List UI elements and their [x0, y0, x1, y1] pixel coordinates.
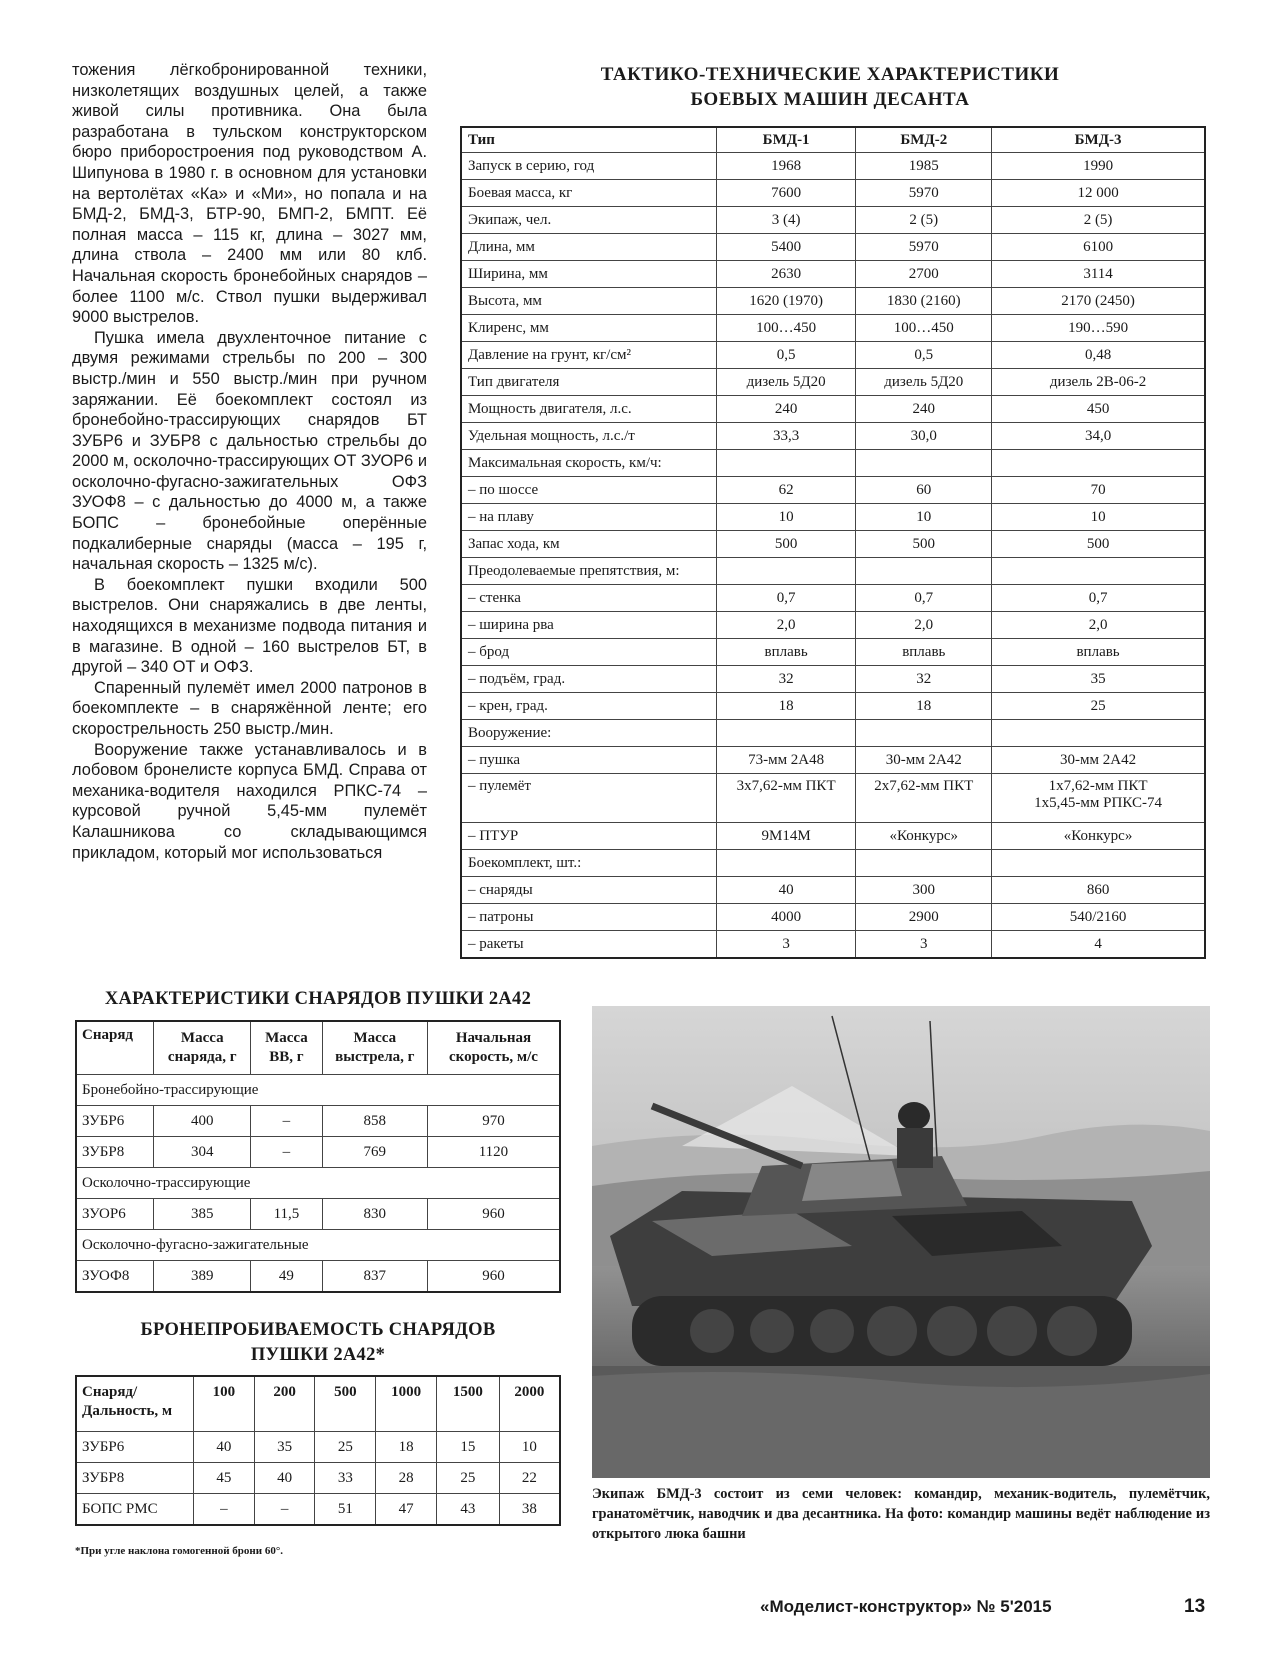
table-cell: 28	[376, 1463, 437, 1494]
table-cell	[856, 558, 992, 585]
bmd3-illustration	[592, 1006, 1210, 1478]
table-cell: 12 000	[992, 180, 1205, 207]
table-cell: 60	[856, 477, 992, 504]
table-row	[461, 850, 1205, 877]
table-cell: 100…450	[856, 315, 992, 342]
table-cell: 1620 (1970)	[716, 288, 856, 315]
table-row	[461, 450, 1205, 477]
table-cell: 40	[193, 1432, 254, 1463]
table-row	[461, 720, 1205, 747]
table-cell: 100…450	[716, 315, 856, 342]
table-cell: 500	[716, 531, 856, 558]
table-row	[76, 1432, 560, 1463]
table-cell: 33	[315, 1463, 376, 1494]
paragraph: Спаренный пулемёт имел 2000 патронов в боекомплекте – в снаряжённой ленте; его скорострельность 250 выстр./мин.	[72, 678, 427, 738]
table-cell	[856, 720, 992, 747]
page-number: 13	[1184, 1596, 1206, 1617]
table-cell	[992, 850, 1205, 877]
table-cell: 5400	[716, 234, 856, 261]
table-row	[461, 180, 1205, 207]
table-cell: 35	[992, 666, 1205, 693]
table-row	[76, 1463, 560, 1494]
table-cell: «Конкурс»	[856, 823, 992, 850]
journal-title: «Моделист-конструктор» № 5'2015	[760, 1597, 1052, 1616]
table-cell: Тип двигателя	[461, 369, 716, 396]
table-cell: 7600	[716, 180, 856, 207]
header-cell: БМД-1	[716, 127, 856, 153]
table-cell: – ПТУР	[461, 823, 716, 850]
table-cell: 2,0	[716, 612, 856, 639]
table-row	[461, 904, 1205, 931]
table-row	[461, 342, 1205, 369]
table-cell: Максимальная скорость, км/ч:	[461, 450, 716, 477]
table-cell: 62	[716, 477, 856, 504]
table-cell: 2,0	[992, 612, 1205, 639]
table-row	[461, 477, 1205, 504]
table-cell: 1968	[716, 153, 856, 180]
shells-title: ХАРАКТЕРИСТИКИ СНАРЯДОВ ПУШКИ 2А42	[104, 989, 532, 1009]
table-cell: 450	[992, 396, 1205, 423]
ttx-table	[460, 126, 1206, 959]
table-cell: – подъём, град.	[461, 666, 716, 693]
table-cell: вплавь	[992, 639, 1205, 666]
header-cell: БМД-3	[992, 127, 1205, 153]
table-row	[461, 693, 1205, 720]
table-cell	[992, 450, 1205, 477]
table-cell: 190…590	[992, 315, 1205, 342]
header-cell: БМД-2	[856, 127, 992, 153]
table-cell	[716, 450, 856, 477]
table-cell: 2 (5)	[856, 207, 992, 234]
ttx-title: ТАКТИКО-ТЕХНИЧЕСКИЕ ХАРАКТЕРИСТИКИ БОЕВЫХ МАШИН ДЕСАНТА	[600, 64, 1060, 110]
table-row: ЗУОР6 385 11,5 830 960	[76, 1199, 560, 1230]
table-cell: 30,0	[856, 423, 992, 450]
table-cell: 32	[716, 666, 856, 693]
table-cell: Вооружение:	[461, 720, 716, 747]
table-cell: 1985	[856, 153, 992, 180]
paragraph: Пушка имела двухленточное питание с двумя режимами стрельбы по 200 – 300 выстр./мин и 550 выстр./мин при ручном заряжании. Её боекомплект состоял из бронебойно-трассирующих снарядов БТ ЗУБР6 и ЗУБР8 с дальностью стрельбы до 2000 м, осколочно-трассирующих ОТ ЗУОР6 и осколочно-фугасно-зажигательных ОФЗ ЗУОФ8 – с дальностью до 4000 м, а также БОПС – бронебойные оперённые подкалиберные снаряды (масса – 195 г, начальная скорость – 1325 м/с).	[72, 328, 427, 574]
table-cell: 32	[856, 666, 992, 693]
table-row	[461, 288, 1205, 315]
table-group-row: Осколочно-трассирующие	[76, 1168, 560, 1199]
bmd3-photo	[592, 1006, 1210, 1478]
table-row	[461, 877, 1205, 904]
table-cell: Боевая масса, кг	[461, 180, 716, 207]
table-row: ЗУБР6 400 – 858 970	[76, 1106, 560, 1137]
table-cell: 51	[315, 1494, 376, 1526]
table-row	[461, 153, 1205, 180]
table-row	[461, 558, 1205, 585]
table-cell: 240	[856, 396, 992, 423]
table-cell: 2900	[856, 904, 992, 931]
table-row	[461, 396, 1205, 423]
table-cell: 4000	[716, 904, 856, 931]
table-cell: 2630	[716, 261, 856, 288]
table-row	[461, 639, 1205, 666]
ttx-body	[461, 153, 1205, 774]
table-cell: 10	[716, 504, 856, 531]
table-cell: – пушка	[461, 747, 716, 774]
ttx-body	[461, 823, 1205, 959]
table-cell: 0,5	[856, 342, 992, 369]
table-row	[76, 1494, 560, 1526]
table-row	[461, 612, 1205, 639]
table-group-row: Бронебойно-трассирующие	[76, 1075, 560, 1106]
table-cell	[716, 558, 856, 585]
table-cell	[992, 558, 1205, 585]
table-cell: Запуск в серию, год	[461, 153, 716, 180]
table-cell	[992, 720, 1205, 747]
table-cell: вплавь	[716, 639, 856, 666]
table-header-row: Снаряд/ Дальность, м 100 200 500 1000 1500 2000	[76, 1376, 560, 1432]
ttx-mg-row	[461, 774, 1205, 823]
table-cell: 2 (5)	[992, 207, 1205, 234]
table-cell: 25	[992, 693, 1205, 720]
table-cell: Давление на грунт, кг/см²	[461, 342, 716, 369]
paragraph: В боекомплект пушки входили 500 выстрелов. Они снаряжались в две ленты, находящихся в механизме подвода питания и в магазине. В одной – 160 выстрелов БТ, в другой – 340 ОТ и ОФЗ.	[72, 575, 427, 677]
table-row	[461, 315, 1205, 342]
table-cell: 3114	[992, 261, 1205, 288]
table-row	[461, 747, 1205, 774]
table-cell: 500	[992, 531, 1205, 558]
paragraph: Вооружение также устанавливалось и в лобовом бронелисте корпуса БМД. Справа от механика-водителя находился РПКС-74 – курсовой ручной 5,45-мм пулемёт Калашникова со складывающимся прикладом, который мог использоваться	[72, 740, 427, 862]
table-row	[461, 585, 1205, 612]
table-row	[461, 931, 1205, 959]
table-cell	[856, 450, 992, 477]
table-cell: 34,0	[992, 423, 1205, 450]
table-cell: 0,7	[716, 585, 856, 612]
table-cell: вплавь	[856, 639, 992, 666]
table-cell: 0,7	[856, 585, 992, 612]
table-cell: 6100	[992, 234, 1205, 261]
table-cell: 15	[436, 1432, 499, 1463]
table-cell: ЗУБР6	[76, 1432, 193, 1463]
table-cell: Мощность двигателя, л.с.	[461, 396, 716, 423]
table-cell: 38	[499, 1494, 560, 1526]
table-row	[461, 666, 1205, 693]
table-cell: 0,48	[992, 342, 1205, 369]
table-cell: 22	[499, 1463, 560, 1494]
table-cell: – ракеты	[461, 931, 716, 959]
penetration-table	[75, 1375, 561, 1526]
table-cell: 540/2160	[992, 904, 1205, 931]
table-cell: 3	[856, 931, 992, 959]
table-cell: – брод	[461, 639, 716, 666]
table-cell: 25	[436, 1463, 499, 1494]
table-cell: 47	[376, 1494, 437, 1526]
table-cell: Удельная мощность, л.с./т	[461, 423, 716, 450]
table-cell: 3 (4)	[716, 207, 856, 234]
table-cell: 35	[254, 1432, 315, 1463]
table-cell: 18	[376, 1432, 437, 1463]
table-cell: – патроны	[461, 904, 716, 931]
table-cell: 240	[716, 396, 856, 423]
table-cell	[716, 720, 856, 747]
table-cell: 1990	[992, 153, 1205, 180]
table-cell: 18	[856, 693, 992, 720]
table-cell: – ширина рва	[461, 612, 716, 639]
table-cell: 2,0	[856, 612, 992, 639]
table-row	[461, 261, 1205, 288]
table-cell: дизель 2В-06-2	[992, 369, 1205, 396]
table-cell: 30-мм 2А42	[856, 747, 992, 774]
table-row	[461, 369, 1205, 396]
table-cell: Боекомплект, шт.:	[461, 850, 716, 877]
table-cell: – снаряды	[461, 877, 716, 904]
table-cell: 25	[315, 1432, 376, 1463]
table-cell: БОПС РМС	[76, 1494, 193, 1526]
table-cell: 0,5	[716, 342, 856, 369]
table-cell: 43	[436, 1494, 499, 1526]
table-row: – пулемёт 3х7,62-мм ПКТ 2х7,62-мм ПКТ 1х7,62-мм ПКТ 1х5,45-мм РПКС-74	[461, 774, 1205, 823]
table-cell: 9М14М	[716, 823, 856, 850]
header-cell: Тип	[461, 127, 716, 153]
table-cell: Длина, мм	[461, 234, 716, 261]
table-cell: 0,7	[992, 585, 1205, 612]
table-row: ЗУБР8 304 – 769 1120	[76, 1137, 560, 1168]
table-cell: Ширина, мм	[461, 261, 716, 288]
penetration-body	[76, 1432, 560, 1526]
table-cell: 10	[499, 1432, 560, 1463]
table-cell: –	[254, 1494, 315, 1526]
table-cell: 18	[716, 693, 856, 720]
table-cell: – на плаву	[461, 504, 716, 531]
table-row	[461, 423, 1205, 450]
table-cell: 300	[856, 877, 992, 904]
table-cell: Клиренс, мм	[461, 315, 716, 342]
table-group-row: Осколочно-фугасно-зажигательные	[76, 1230, 560, 1261]
table-cell: 10	[992, 504, 1205, 531]
shells-table	[75, 1020, 561, 1293]
table-cell: 33,3	[716, 423, 856, 450]
table-cell	[856, 850, 992, 877]
table-cell: Запас хода, км	[461, 531, 716, 558]
table-cell: 30-мм 2А42	[992, 747, 1205, 774]
table-cell: 5970	[856, 180, 992, 207]
paragraph: тожения лёгкобронированной техники, низколетящих воздушных целей, а также живой силы противника. Она была разработана в тульском конструкторском бюро приборостроения под руководством А. Шипунова в 1980 г. в основном для установки на вертолётах «Ка» и «Ми», но попала и на БМД-2, БМД-3, БТР-90, БМП-2, БМПТ. Её полная масса – 115 кг, длина – 3027 мм, длина ствола – 2400 мм или 80 клб. Начальная скорость бронебойных снарядов – более 1100 м/с. Ствол пушки выдерживал 9000 выстрелов.	[72, 61, 427, 327]
photo-caption: Экипаж БМД-3 состоит из семи человек: командир, механик-водитель, пулемётчик, гранатомётчик, наводчик и два десантника. На фото: командир машины ведёт наблюдение из открытого люка башни	[592, 1486, 1210, 1542]
table-row	[461, 207, 1205, 234]
table-cell: 45	[193, 1463, 254, 1494]
table-cell: – по шоссе	[461, 477, 716, 504]
table-cell: 40	[254, 1463, 315, 1494]
table-cell: 10	[856, 504, 992, 531]
table-cell: – крен, град.	[461, 693, 716, 720]
table-cell: «Конкурс»	[992, 823, 1205, 850]
table-cell: 5970	[856, 234, 992, 261]
table-cell: 3	[716, 931, 856, 959]
table-cell: ЗУБР8	[76, 1463, 193, 1494]
table-cell: Высота, мм	[461, 288, 716, 315]
table-cell: дизель 5Д20	[856, 369, 992, 396]
table-cell: –	[193, 1494, 254, 1526]
penetration-title: БРОНЕПРОБИВАЕМОСТЬ СНАРЯДОВ ПУШКИ 2А42*	[140, 1320, 496, 1365]
table-cell: 70	[992, 477, 1205, 504]
table-header-row	[461, 127, 1205, 153]
table-cell: 500	[856, 531, 992, 558]
table-row	[461, 823, 1205, 850]
table-cell: 1830 (2160)	[856, 288, 992, 315]
table-cell: Преодолеваемые препятствия, м:	[461, 558, 716, 585]
table-cell: 40	[716, 877, 856, 904]
article-text	[72, 60, 427, 863]
table-cell: 73-мм 2А48	[716, 747, 856, 774]
footnote: *При угле наклона гомогенной брони 60°.	[75, 1545, 283, 1557]
table-cell	[716, 850, 856, 877]
table-cell: 2170 (2450)	[992, 288, 1205, 315]
table-cell: 860	[992, 877, 1205, 904]
table-row	[461, 531, 1205, 558]
table-cell: – стенка	[461, 585, 716, 612]
table-cell: 2700	[856, 261, 992, 288]
table-header-row: Снаряд Масса снаряда, г Масса ВВ, г Масса выстрела, г Начальная скорость, м/с	[76, 1021, 560, 1075]
table-row	[461, 234, 1205, 261]
table-row: ЗУОФ8 389 49 837 960	[76, 1261, 560, 1293]
table-cell: дизель 5Д20	[716, 369, 856, 396]
table-cell: Экипаж, чел.	[461, 207, 716, 234]
table-cell: 4	[992, 931, 1205, 959]
table-row	[461, 504, 1205, 531]
